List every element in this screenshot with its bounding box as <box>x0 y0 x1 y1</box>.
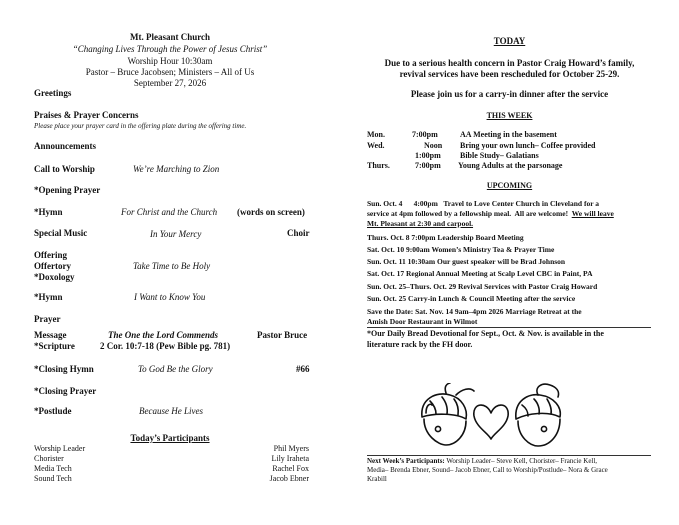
week-day: Mon. <box>367 130 385 139</box>
participant-role: Chorister <box>34 454 64 463</box>
church-name: Mt. Pleasant Church <box>129 32 211 42</box>
acorn-icon <box>516 384 560 446</box>
upcoming-event-continued: Mt. Pleasant at 2:30 and carpool. <box>367 219 474 228</box>
heart-icon <box>474 405 508 439</box>
this-week-heading: THIS WEEK <box>486 111 533 120</box>
praises-heading: Praises & Prayer Concerns <box>34 110 139 120</box>
upcoming-event: Sat. Oct. 17 Regional Annual Meeting at Scalp Level CBC in Paint, PA <box>367 269 593 278</box>
hymn-2-label: *Hymn <box>34 292 63 302</box>
upcoming-event: Sat. Oct. 10 9:00am Women’s Ministry Tea & Prayer Time <box>367 245 555 254</box>
participants-heading: Today’s Participants <box>130 433 210 443</box>
upcoming-heading: UPCOMING <box>486 181 533 190</box>
week-day: Thurs. <box>367 161 390 170</box>
closing-hymn-number: #66 <box>296 364 310 374</box>
week-event: Bring your own lunch– Coffee provided <box>460 141 596 150</box>
call-to-worship-title: We’re Marching to Zion <box>133 164 220 174</box>
closing-hymn-title: To God Be the Glory <box>138 364 213 374</box>
week-event: Young Adults at the parsonage <box>458 161 563 170</box>
upcoming-event: Thurs. Oct. 8 7:00pm Leadership Board Meeting <box>367 233 524 242</box>
footer-divider <box>367 455 651 456</box>
participant-role: Media Tech <box>34 464 72 473</box>
offertory-label: Offertory <box>34 261 71 271</box>
doxology-label: *Doxology <box>34 272 75 282</box>
upcoming-event: Sun. Oct. 25 Carry-in Lunch & Council Meeting after the service <box>367 294 576 303</box>
message-label: Message <box>34 330 67 340</box>
participant-role: Sound Tech <box>34 474 72 483</box>
week-time: 7:00pm <box>412 130 438 139</box>
section-divider <box>367 327 651 328</box>
week-time: 1:00pm <box>415 151 441 160</box>
today-heading: TODAY <box>493 36 526 46</box>
message-title: The One the Lord Commends <box>108 330 219 340</box>
next-week-participants-line-3: Krabill <box>367 475 387 483</box>
upcoming-event: Sun. Oct. 11 10:30am Our guest speaker will be Brad Johnson <box>367 257 566 266</box>
call-to-worship-label: Call to Worship <box>34 164 95 174</box>
offertory-title: Take Time to Be Holy <box>133 261 211 271</box>
announcements-heading: Announcements <box>34 141 97 151</box>
week-event: Bible Study– Galatians <box>460 151 539 160</box>
church-motto: “Changing Lives Through the Power of Jesus Christ” <box>72 44 268 54</box>
upcoming-event-continued: Amish Door Restaurant in Wilmot <box>367 317 478 326</box>
carry-in-notice: Please join us for a carry-in dinner after the service <box>410 89 609 99</box>
closing-hymn-label: *Closing Hymn <box>34 364 94 374</box>
upcoming-event: Sun. Oct. 4 4:00pm Travel to Love Center Church in Cleveland for a <box>367 199 600 208</box>
message-speaker: Pastor Bruce <box>257 330 308 340</box>
acorn-heart-clipart <box>416 383 566 453</box>
worship-hour: Worship Hour 10:30am <box>127 56 213 66</box>
special-music-label: Special Music <box>34 228 88 238</box>
revival-notice-line-1: Due to a serious health concern in Pastor Craig Howard’s family, <box>384 58 635 68</box>
postlude-label: *Postlude <box>34 406 72 416</box>
praises-note: Please place your prayer card in the offering plate during the offering time. <box>34 122 247 130</box>
scripture-reference: 2 Cor. 10:7-18 (Pew Bible pg. 781) <box>100 341 231 351</box>
offering-label: Offering <box>34 250 67 260</box>
special-music-title: In Your Mercy <box>150 229 202 239</box>
next-week-participants-line-1: Next Week’s Participants: Worship Leader– Steve Kell, Chorister– Francie Kell, <box>367 457 598 465</box>
hymn-note: (words on screen) <box>237 207 305 217</box>
hymn-2-title: I Want to Know You <box>134 292 206 302</box>
participant-name: Rachel Fox <box>272 464 309 473</box>
next-week-participants-line-2: Media– Brenda Ebner, Sound– Jacob Ebner, Call to Worship/Postlude– Nora & Grace <box>367 466 608 474</box>
participant-name: Jacob Ebner <box>269 474 309 483</box>
week-time: 7:00pm <box>415 161 441 170</box>
revival-notice-line-2: revival services have been rescheduled for October 25-29. <box>399 69 620 79</box>
participant-role: Worship Leader <box>34 444 86 453</box>
closing-prayer-label: *Closing Prayer <box>34 386 97 396</box>
daily-bread-notice-line-1: *Our Daily Bread Devotional for Sept., Oct. & Nov. is available in the <box>367 329 604 338</box>
pastor-line: Pastor – Bruce Jacobsen; Ministers – All of Us <box>85 67 255 77</box>
bulletin-right-page <box>340 0 679 525</box>
scripture-label: *Scripture <box>34 341 75 351</box>
hymn-label: *Hymn <box>34 207 63 217</box>
daily-bread-notice-line-2: literature rack by the FH door. <box>367 340 473 349</box>
participant-name: Lily Iraheta <box>271 454 309 463</box>
prayer-label: Prayer <box>34 314 61 324</box>
opening-prayer-label: *Opening Prayer <box>34 185 101 195</box>
participant-name: Phil Myers <box>273 444 309 453</box>
hymn-title: For Christ and the Church <box>121 207 218 217</box>
service-date: September 27, 2026 <box>133 78 207 88</box>
upcoming-event-continued: service at 4pm followed by a fellowship meal. All are welcome! We will leave <box>367 209 614 218</box>
week-day: Wed. <box>367 141 385 150</box>
greetings-heading: Greetings <box>34 88 72 98</box>
special-music-performer: Choir <box>287 228 310 238</box>
upcoming-event: Save the Date: Sat. Nov. 14 9am–4pm 2026 Marriage Retreat at the <box>367 307 582 316</box>
postlude-title: Because He Lives <box>139 406 203 416</box>
upcoming-event: Sun. Oct. 25–Thurs. Oct. 29 Revival Services with Pastor Craig Howard <box>367 282 598 291</box>
week-event: AA Meeting in the basement <box>460 130 557 139</box>
week-time: Noon <box>424 141 443 150</box>
acorn-icon <box>422 383 474 445</box>
